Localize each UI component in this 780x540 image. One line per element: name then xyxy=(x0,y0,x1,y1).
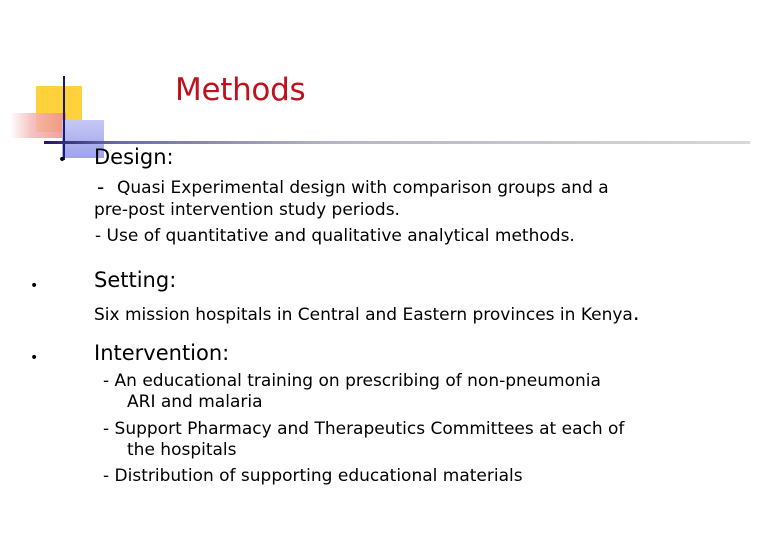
bullet-design: • xyxy=(58,152,67,168)
design-line-2: pre-post intervention study periods. xyxy=(94,200,400,220)
intervention-heading: Intervention: xyxy=(94,341,230,365)
setting-line-1: Six mission hospitals in Central and Eastern provinces in Kenya. xyxy=(94,301,640,325)
intervention-line-4: the hospitals xyxy=(127,440,237,460)
setting-heading: Setting: xyxy=(94,268,177,292)
bullet-setting: • xyxy=(30,278,39,294)
design-dash: - xyxy=(97,175,105,199)
intervention-line-2: ARI and malaria xyxy=(127,392,263,412)
decorative-red-bar xyxy=(10,113,66,138)
intervention-line-3: - Support Pharmacy and Therapeutics Committees at each of xyxy=(103,419,625,439)
slide-title: Methods xyxy=(175,72,306,108)
decorative-vertical-line xyxy=(63,76,65,160)
design-heading: Design: xyxy=(94,145,174,169)
setting-period: . xyxy=(632,301,640,325)
design-line-3: - Use of quantitative and qualitative analytical methods. xyxy=(95,226,575,246)
intervention-line-5: - Distribution of supporting educational materials xyxy=(103,466,523,486)
title-underline xyxy=(44,141,750,144)
bullet-intervention: • xyxy=(30,350,39,366)
intervention-line-1: - An educational training on prescribing of non-pneumonia xyxy=(103,371,601,391)
design-line-1: Quasi Experimental design with comparison groups and a xyxy=(117,178,609,198)
